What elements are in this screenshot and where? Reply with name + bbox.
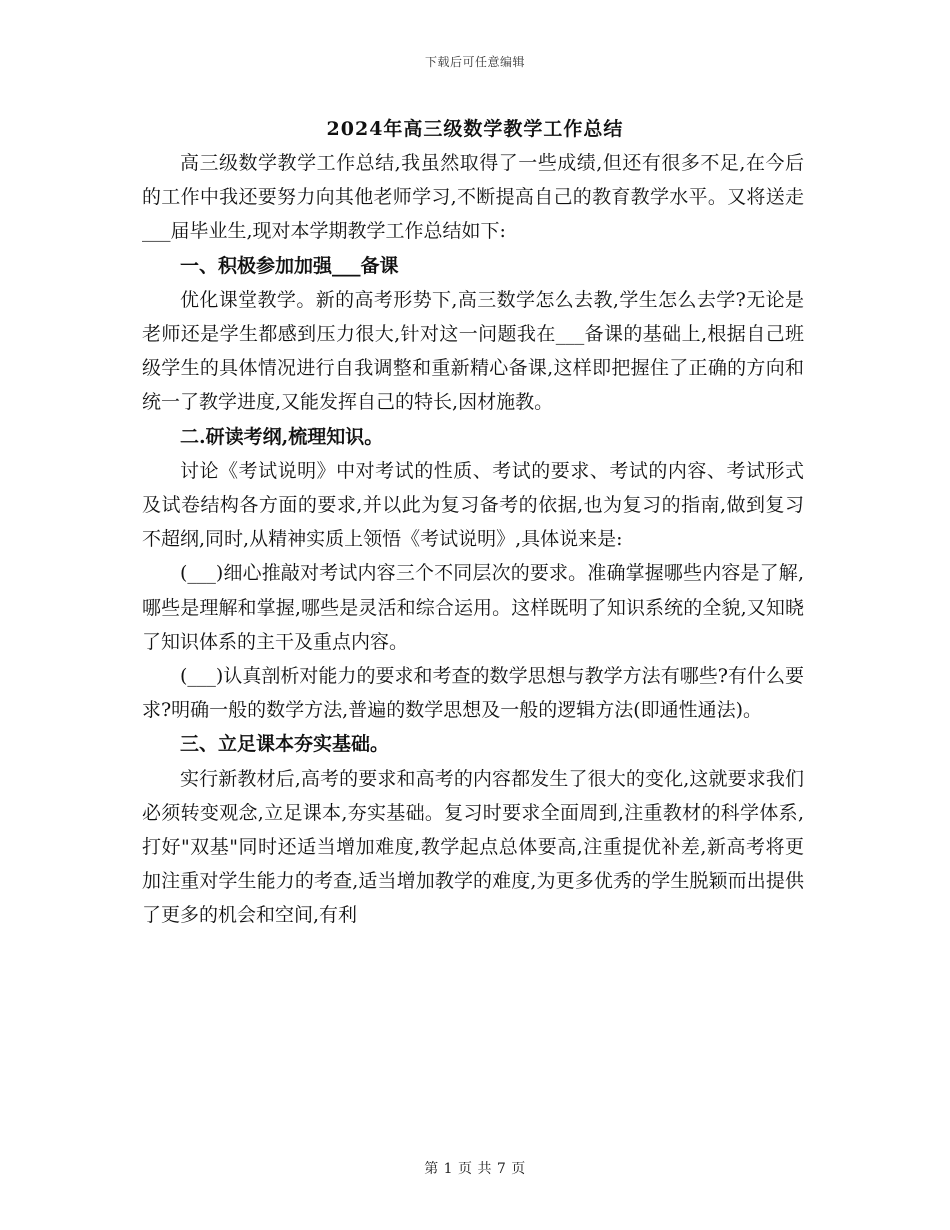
page-number: 第 1 页 共 7 页 [424,1161,526,1177]
header-note: 下载后可任意编辑 [424,55,525,69]
section-heading-2: 二.研读考纲,梳理知识。 [180,425,384,448]
section-heading-1: 一、积极参加加强___备课 [180,254,399,277]
section-3-paragraph: 实行新教材后,高考的要求和高考的内容都发生了很大的变化,这就要求我们必须转变观念,立足课本,夯实基础。复习时要求全面周到,注重教材的科学体系,打好"双基"同时还适当增加难度,教学起点总体要高,注重提优补差,新高考将更加注重对学生能力的考查,适当增加教学的难度,为更多优秀的学生脱颖而出提供了更多的机会和空间,有利 [142,767,804,927]
document-title: 2024年高三级数学教学工作总结 [326,118,624,140]
section-2-paragraph: 讨论《考试说明》中对考试的性质、考试的要求、考试的内容、考试形式及试卷结构各方面的要求,并以此为复习备考的依据,也为复习的指南,做到复习不超纲,同时,从精神实质上领悟《考试说明》,具体说来是: [142,459,804,551]
intro-paragraph: 高三级数学教学工作总结,我虽然取得了一些成绩,但还有很多不足,在今后的工作中我还要努力向其他老师学习,不断提高自己的教育教学水平。又将送走___届毕业生,现对本学期教学工作总结如下: [142,152,804,243]
section-heading-3: 三、立足课本夯实基础。 [180,733,390,756]
section-1-paragraph: 优化课堂教学。新的高考形势下,高三数学怎么去教,学生怎么去学?无论是老师还是学生都感到压力很大,针对这一问题我在___备课的基础上,根据自己班级学生的具体情况进行自我调整和重新精心备课,这样即把握住了正确的方向和统一了教学进度,又能发挥自己的特长,因材施教。 [142,288,804,414]
document-body [142,146,804,933]
section-2-item-2: (___)认真剖析对能力的要求和考查的数学思想与教学方法有哪些?有什么要求?明确一般的数学方法,普遍的数学思想及一般的逻辑方法(即通性通法)。 [142,665,804,722]
section-2-item-1: (___)细心推敲对考试内容三个不同层次的要求。准确掌握哪些内容是了解,哪些是理解和掌握,哪些是灵活和综合运用。这样既明了知识系统的全貌,又知晓了知识体系的主干及重点内容。 [142,562,804,653]
